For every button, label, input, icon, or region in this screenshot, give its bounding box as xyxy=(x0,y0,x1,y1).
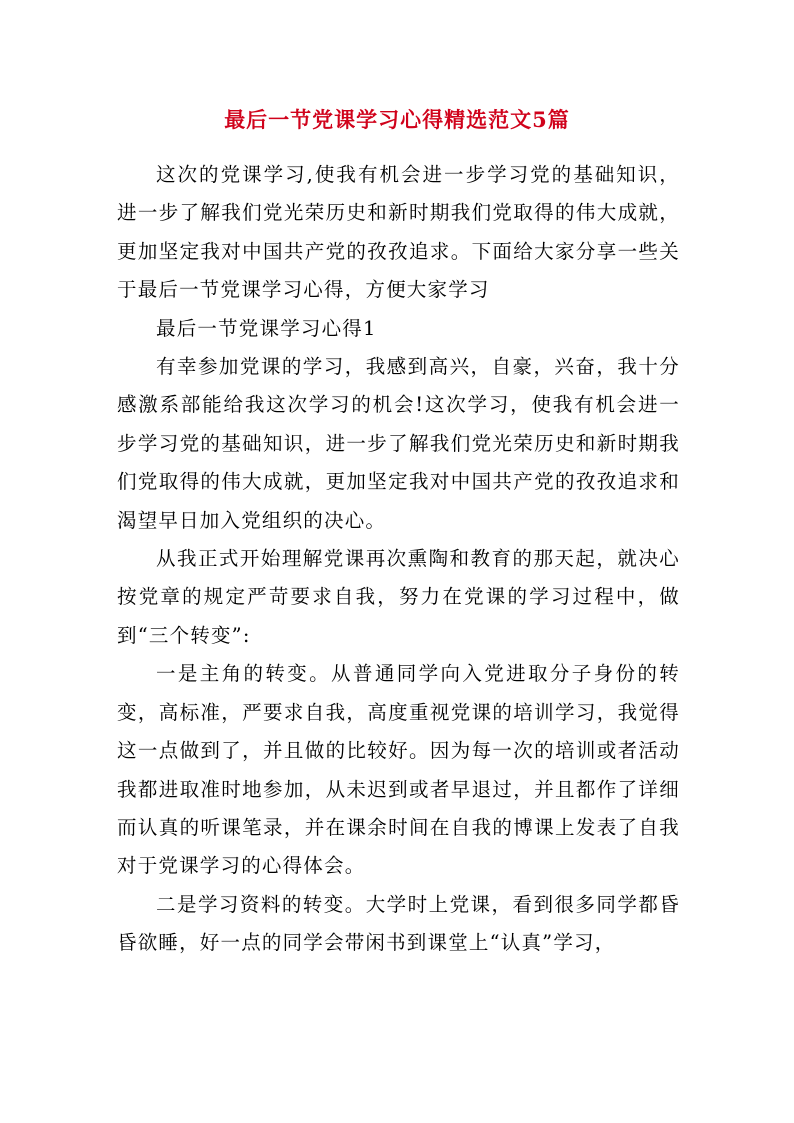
intro-paragraph: 这次的党课学习,使我有机会进一步学习党的基础知识，进一步了解我们党光荣历史和新时期我们党取得的伟大成就，更加坚定我对中国共产党的孜孜追求。下面给大家分享一些关于最后一节党课学习心得，方便大家学习 xyxy=(117,163,680,302)
body-paragraph: 二是学习资料的转变。大学时上党课，看到很多同学都昏昏欲睡，好一点的同学会带闲书到课堂上“认真”学习， xyxy=(117,892,680,955)
body-paragraph: 有幸参加党课的学习，我感到高兴，自豪，兴奋，我十分感激系部能给我这次学习的机会!这次学习，使我有机会进一步学习党的基础知识，进一步了解我们党光荣历史和新时期我们党取得的伟大成就，更加坚定我对中国共产党的孜孜追求和渴望早日加入党组织的决心。 xyxy=(117,355,680,532)
body-paragraph: 一是主角的转变。从普通同学向入党进取分子身份的转变，高标准，严要求自我，高度重视党课的培训学习，我觉得这一点做到了，并且做的比较好。因为每一次的培训或者活动我都进取准时地参加，从未迟到或者早退过，并且都作了详细而认真的听课笔录，并在课余时间在自我的博课上发表了自我对于党课学习的心得体会。 xyxy=(117,662,680,878)
document-title: 最后一节党课学习心得精选范文5篇 xyxy=(224,107,570,132)
section-heading: 最后一节党课学习心得1 xyxy=(156,316,377,340)
body-paragraph: 从我正式开始理解党课再次熏陶和教育的那天起，就决心按党章的规定严苛要求自我，努力在党课的学习过程中，做到“三个转变”: xyxy=(117,547,680,647)
document-body xyxy=(117,156,680,963)
